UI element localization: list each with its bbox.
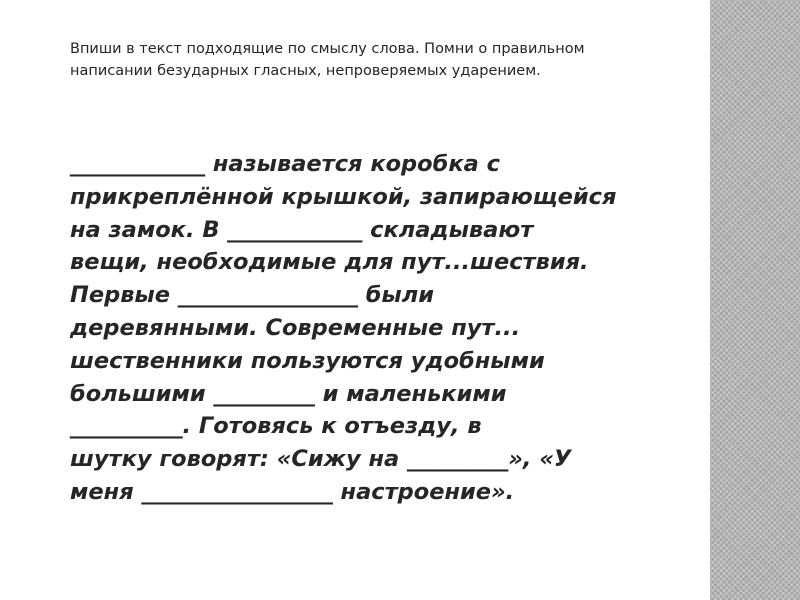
decorative-side-panel bbox=[710, 0, 800, 600]
exercise-line: шутку говорят: «Сижу на _________», «У bbox=[70, 446, 572, 473]
exercise-line: на замок. В ____________ складывают bbox=[70, 216, 534, 243]
exercise-line: большими _________ и маленькими bbox=[70, 380, 507, 407]
instruction-line: Впиши в текст подходящие по смыслу слова. Помни о правильном bbox=[70, 41, 585, 57]
exercise-line: ____________ называется коробка с bbox=[70, 151, 500, 177]
exercise-line: вещи, необходимые для пут...шествия. bbox=[70, 249, 589, 276]
exercise-line: шественники пользуются удобными bbox=[70, 347, 545, 374]
exercise-line: прикреплённой крышкой, запирающейся bbox=[70, 183, 617, 210]
exercise-line: меня _________________ настроение». bbox=[70, 478, 515, 505]
exercise-line: деревянными. Современные пут... bbox=[70, 314, 521, 341]
exercise-line: __________. Готовясь к отъезду, в bbox=[70, 413, 482, 440]
instruction-line: написании безударных гласных, непроверяемых ударением. bbox=[70, 63, 541, 79]
instruction-text bbox=[70, 38, 700, 82]
exercise-line: Первые ________________ были bbox=[70, 282, 435, 309]
exercise-text bbox=[70, 148, 706, 509]
